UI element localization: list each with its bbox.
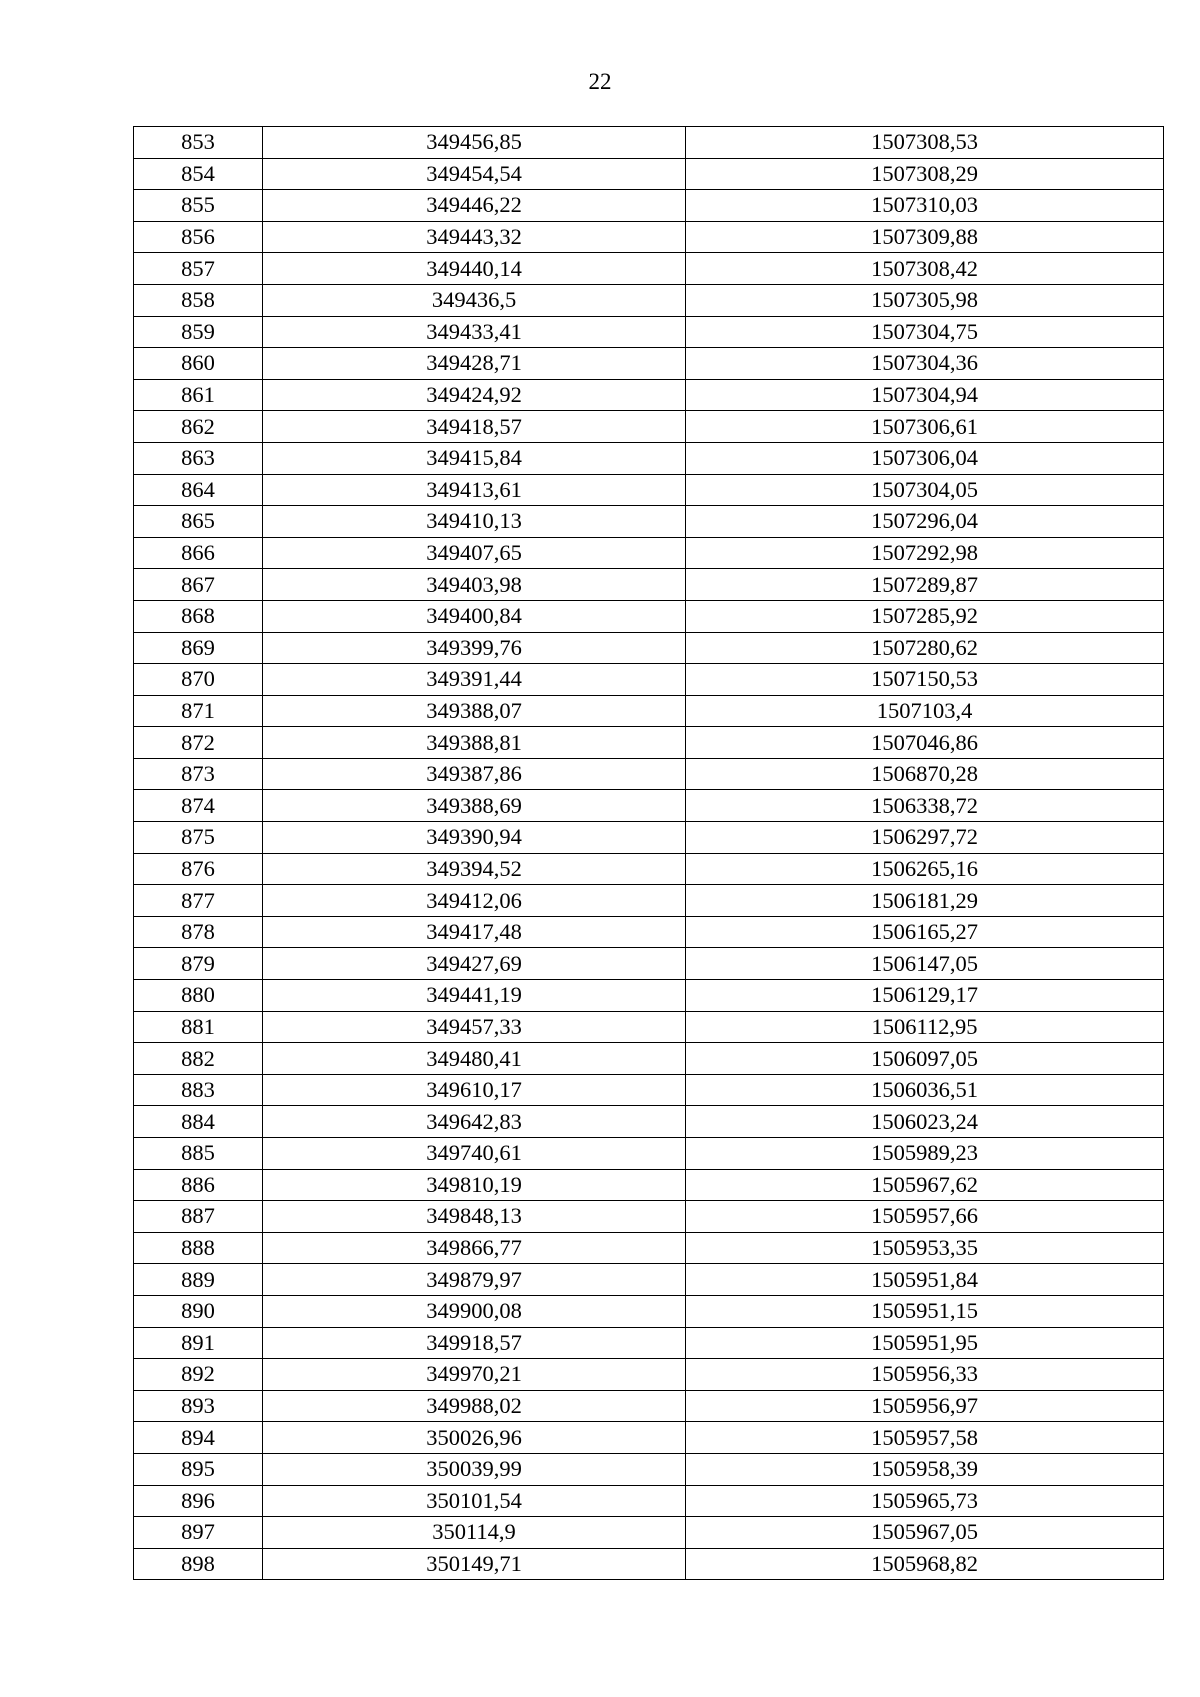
table-row xyxy=(134,348,1164,380)
table-row xyxy=(134,253,1164,285)
y-coordinate-cell: 1507304,05 xyxy=(686,474,1164,506)
y-coordinate-cell: 1507308,29 xyxy=(686,158,1164,190)
x-coordinate-cell: 350149,71 xyxy=(263,1548,686,1580)
point-number-cell: 874 xyxy=(134,790,263,822)
table-row xyxy=(134,284,1164,316)
x-coordinate-cell: 349413,61 xyxy=(263,474,686,506)
y-coordinate-cell: 1506181,29 xyxy=(686,885,1164,917)
x-coordinate-cell: 349428,71 xyxy=(263,348,686,380)
table-row xyxy=(134,600,1164,632)
table-row xyxy=(134,1295,1164,1327)
y-coordinate-cell: 1505956,97 xyxy=(686,1390,1164,1422)
point-number-cell: 873 xyxy=(134,758,263,790)
y-coordinate-cell: 1507289,87 xyxy=(686,569,1164,601)
coordinates-table xyxy=(133,126,1164,1580)
y-coordinate-cell: 1506023,24 xyxy=(686,1106,1164,1138)
point-number-cell: 859 xyxy=(134,316,263,348)
y-coordinate-cell: 1506112,95 xyxy=(686,1011,1164,1043)
point-number-cell: 856 xyxy=(134,221,263,253)
x-coordinate-cell: 349900,08 xyxy=(263,1295,686,1327)
point-number-cell: 898 xyxy=(134,1548,263,1580)
x-coordinate-cell: 349390,94 xyxy=(263,822,686,854)
point-number-cell: 884 xyxy=(134,1106,263,1138)
table-row xyxy=(134,916,1164,948)
y-coordinate-cell: 1505958,39 xyxy=(686,1453,1164,1485)
table-row xyxy=(134,1359,1164,1391)
point-number-cell: 862 xyxy=(134,411,263,443)
y-coordinate-cell: 1507280,62 xyxy=(686,632,1164,664)
y-coordinate-cell: 1507296,04 xyxy=(686,506,1164,538)
point-number-cell: 875 xyxy=(134,822,263,854)
table-row xyxy=(134,1232,1164,1264)
table-row xyxy=(134,1043,1164,1075)
x-coordinate-cell: 349918,57 xyxy=(263,1327,686,1359)
point-number-cell: 854 xyxy=(134,158,263,190)
table-row xyxy=(134,632,1164,664)
y-coordinate-cell: 1506338,72 xyxy=(686,790,1164,822)
x-coordinate-cell: 349848,13 xyxy=(263,1201,686,1233)
x-coordinate-cell: 349410,13 xyxy=(263,506,686,538)
x-coordinate-cell: 349480,41 xyxy=(263,1043,686,1075)
x-coordinate-cell: 349810,19 xyxy=(263,1169,686,1201)
y-coordinate-cell: 1506870,28 xyxy=(686,758,1164,790)
table-row xyxy=(134,1169,1164,1201)
x-coordinate-cell: 349440,14 xyxy=(263,253,686,285)
point-number-cell: 866 xyxy=(134,537,263,569)
x-coordinate-cell: 349446,22 xyxy=(263,190,686,222)
x-coordinate-cell: 349457,33 xyxy=(263,1011,686,1043)
y-coordinate-cell: 1505967,62 xyxy=(686,1169,1164,1201)
y-coordinate-cell: 1505951,84 xyxy=(686,1264,1164,1296)
coordinates-table-body xyxy=(134,127,1164,1580)
y-coordinate-cell: 1507306,61 xyxy=(686,411,1164,443)
y-coordinate-cell: 1505951,95 xyxy=(686,1327,1164,1359)
x-coordinate-cell: 349433,41 xyxy=(263,316,686,348)
table-row xyxy=(134,758,1164,790)
table-row xyxy=(134,316,1164,348)
x-coordinate-cell: 349424,92 xyxy=(263,379,686,411)
x-coordinate-cell: 349443,32 xyxy=(263,221,686,253)
x-coordinate-cell: 349456,85 xyxy=(263,127,686,159)
point-number-cell: 865 xyxy=(134,506,263,538)
point-number-cell: 871 xyxy=(134,695,263,727)
table-row xyxy=(134,442,1164,474)
point-number-cell: 878 xyxy=(134,916,263,948)
y-coordinate-cell: 1505951,15 xyxy=(686,1295,1164,1327)
table-row xyxy=(134,379,1164,411)
y-coordinate-cell: 1507308,42 xyxy=(686,253,1164,285)
table-row xyxy=(134,695,1164,727)
point-number-cell: 887 xyxy=(134,1201,263,1233)
y-coordinate-cell: 1507305,98 xyxy=(686,284,1164,316)
table-row xyxy=(134,1327,1164,1359)
x-coordinate-cell: 349415,84 xyxy=(263,442,686,474)
point-number-cell: 890 xyxy=(134,1295,263,1327)
y-coordinate-cell: 1506036,51 xyxy=(686,1074,1164,1106)
point-number-cell: 864 xyxy=(134,474,263,506)
x-coordinate-cell: 349412,06 xyxy=(263,885,686,917)
y-coordinate-cell: 1506147,05 xyxy=(686,948,1164,980)
table-row xyxy=(134,1390,1164,1422)
table-row xyxy=(134,1517,1164,1549)
table-row xyxy=(134,948,1164,980)
x-coordinate-cell: 349400,84 xyxy=(263,600,686,632)
table-row xyxy=(134,1201,1164,1233)
x-coordinate-cell: 349436,5 xyxy=(263,284,686,316)
point-number-cell: 894 xyxy=(134,1422,263,1454)
point-number-cell: 886 xyxy=(134,1169,263,1201)
x-coordinate-cell: 349394,52 xyxy=(263,853,686,885)
x-coordinate-cell: 349879,97 xyxy=(263,1264,686,1296)
table-row xyxy=(134,1453,1164,1485)
y-coordinate-cell: 1507103,4 xyxy=(686,695,1164,727)
y-coordinate-cell: 1507292,98 xyxy=(686,537,1164,569)
x-coordinate-cell: 349427,69 xyxy=(263,948,686,980)
x-coordinate-cell: 349418,57 xyxy=(263,411,686,443)
y-coordinate-cell: 1507310,03 xyxy=(686,190,1164,222)
point-number-cell: 880 xyxy=(134,980,263,1012)
table-row xyxy=(134,1074,1164,1106)
y-coordinate-cell: 1507304,94 xyxy=(686,379,1164,411)
table-row xyxy=(134,158,1164,190)
point-number-cell: 853 xyxy=(134,127,263,159)
table-row xyxy=(134,1264,1164,1296)
point-number-cell: 895 xyxy=(134,1453,263,1485)
x-coordinate-cell: 349970,21 xyxy=(263,1359,686,1391)
y-coordinate-cell: 1505953,35 xyxy=(686,1232,1164,1264)
table-row xyxy=(134,127,1164,159)
x-coordinate-cell: 350039,99 xyxy=(263,1453,686,1485)
y-coordinate-cell: 1506297,72 xyxy=(686,822,1164,854)
point-number-cell: 881 xyxy=(134,1011,263,1043)
y-coordinate-cell: 1506165,27 xyxy=(686,916,1164,948)
point-number-cell: 867 xyxy=(134,569,263,601)
table-row xyxy=(134,980,1164,1012)
table-row xyxy=(134,822,1164,854)
page-number: 22 xyxy=(588,69,612,94)
table-row xyxy=(134,1106,1164,1138)
x-coordinate-cell: 349388,07 xyxy=(263,695,686,727)
point-number-cell: 879 xyxy=(134,948,263,980)
x-coordinate-cell: 349441,19 xyxy=(263,980,686,1012)
point-number-cell: 855 xyxy=(134,190,263,222)
y-coordinate-cell: 1507306,04 xyxy=(686,442,1164,474)
point-number-cell: 892 xyxy=(134,1359,263,1391)
x-coordinate-cell: 349866,77 xyxy=(263,1232,686,1264)
y-coordinate-cell: 1506129,17 xyxy=(686,980,1164,1012)
point-number-cell: 897 xyxy=(134,1517,263,1549)
point-number-cell: 868 xyxy=(134,600,263,632)
point-number-cell: 893 xyxy=(134,1390,263,1422)
point-number-cell: 889 xyxy=(134,1264,263,1296)
table-row xyxy=(134,569,1164,601)
table-row xyxy=(134,1422,1164,1454)
point-number-cell: 872 xyxy=(134,727,263,759)
table-row xyxy=(134,1485,1164,1517)
table-row xyxy=(134,474,1164,506)
point-number-cell: 882 xyxy=(134,1043,263,1075)
y-coordinate-cell: 1506265,16 xyxy=(686,853,1164,885)
x-coordinate-cell: 349407,65 xyxy=(263,537,686,569)
point-number-cell: 870 xyxy=(134,664,263,696)
y-coordinate-cell: 1507150,53 xyxy=(686,664,1164,696)
table-row xyxy=(134,790,1164,822)
y-coordinate-cell: 1506097,05 xyxy=(686,1043,1164,1075)
x-coordinate-cell: 350114,9 xyxy=(263,1517,686,1549)
point-number-cell: 891 xyxy=(134,1327,263,1359)
y-coordinate-cell: 1505956,33 xyxy=(686,1359,1164,1391)
y-coordinate-cell: 1507308,53 xyxy=(686,127,1164,159)
point-number-cell: 858 xyxy=(134,284,263,316)
point-number-cell: 857 xyxy=(134,253,263,285)
table-row xyxy=(134,853,1164,885)
table-row xyxy=(134,664,1164,696)
point-number-cell: 863 xyxy=(134,442,263,474)
x-coordinate-cell: 349454,54 xyxy=(263,158,686,190)
y-coordinate-cell: 1505989,23 xyxy=(686,1138,1164,1170)
table-row xyxy=(134,190,1164,222)
y-coordinate-cell: 1507285,92 xyxy=(686,600,1164,632)
point-number-cell: 883 xyxy=(134,1074,263,1106)
x-coordinate-cell: 350101,54 xyxy=(263,1485,686,1517)
table-row xyxy=(134,221,1164,253)
point-number-cell: 896 xyxy=(134,1485,263,1517)
point-number-cell: 885 xyxy=(134,1138,263,1170)
y-coordinate-cell: 1507304,75 xyxy=(686,316,1164,348)
point-number-cell: 869 xyxy=(134,632,263,664)
x-coordinate-cell: 349399,76 xyxy=(263,632,686,664)
y-coordinate-cell: 1507309,88 xyxy=(686,221,1164,253)
point-number-cell: 877 xyxy=(134,885,263,917)
x-coordinate-cell: 350026,96 xyxy=(263,1422,686,1454)
table-row xyxy=(134,537,1164,569)
y-coordinate-cell: 1507046,86 xyxy=(686,727,1164,759)
x-coordinate-cell: 349403,98 xyxy=(263,569,686,601)
x-coordinate-cell: 349388,69 xyxy=(263,790,686,822)
table-row xyxy=(134,506,1164,538)
table-row xyxy=(134,1138,1164,1170)
y-coordinate-cell: 1505957,66 xyxy=(686,1201,1164,1233)
x-coordinate-cell: 349388,81 xyxy=(263,727,686,759)
point-number-cell: 876 xyxy=(134,853,263,885)
x-coordinate-cell: 349610,17 xyxy=(263,1074,686,1106)
x-coordinate-cell: 349391,44 xyxy=(263,664,686,696)
y-coordinate-cell: 1507304,36 xyxy=(686,348,1164,380)
table-row xyxy=(134,411,1164,443)
y-coordinate-cell: 1505957,58 xyxy=(686,1422,1164,1454)
x-coordinate-cell: 349387,86 xyxy=(263,758,686,790)
x-coordinate-cell: 349988,02 xyxy=(263,1390,686,1422)
table-row xyxy=(134,885,1164,917)
x-coordinate-cell: 349740,61 xyxy=(263,1138,686,1170)
x-coordinate-cell: 349642,83 xyxy=(263,1106,686,1138)
point-number-cell: 860 xyxy=(134,348,263,380)
y-coordinate-cell: 1505968,82 xyxy=(686,1548,1164,1580)
y-coordinate-cell: 1505965,73 xyxy=(686,1485,1164,1517)
table-row xyxy=(134,1011,1164,1043)
table-row xyxy=(134,1548,1164,1580)
y-coordinate-cell: 1505967,05 xyxy=(686,1517,1164,1549)
x-coordinate-cell: 349417,48 xyxy=(263,916,686,948)
table-row xyxy=(134,727,1164,759)
point-number-cell: 888 xyxy=(134,1232,263,1264)
point-number-cell: 861 xyxy=(134,379,263,411)
